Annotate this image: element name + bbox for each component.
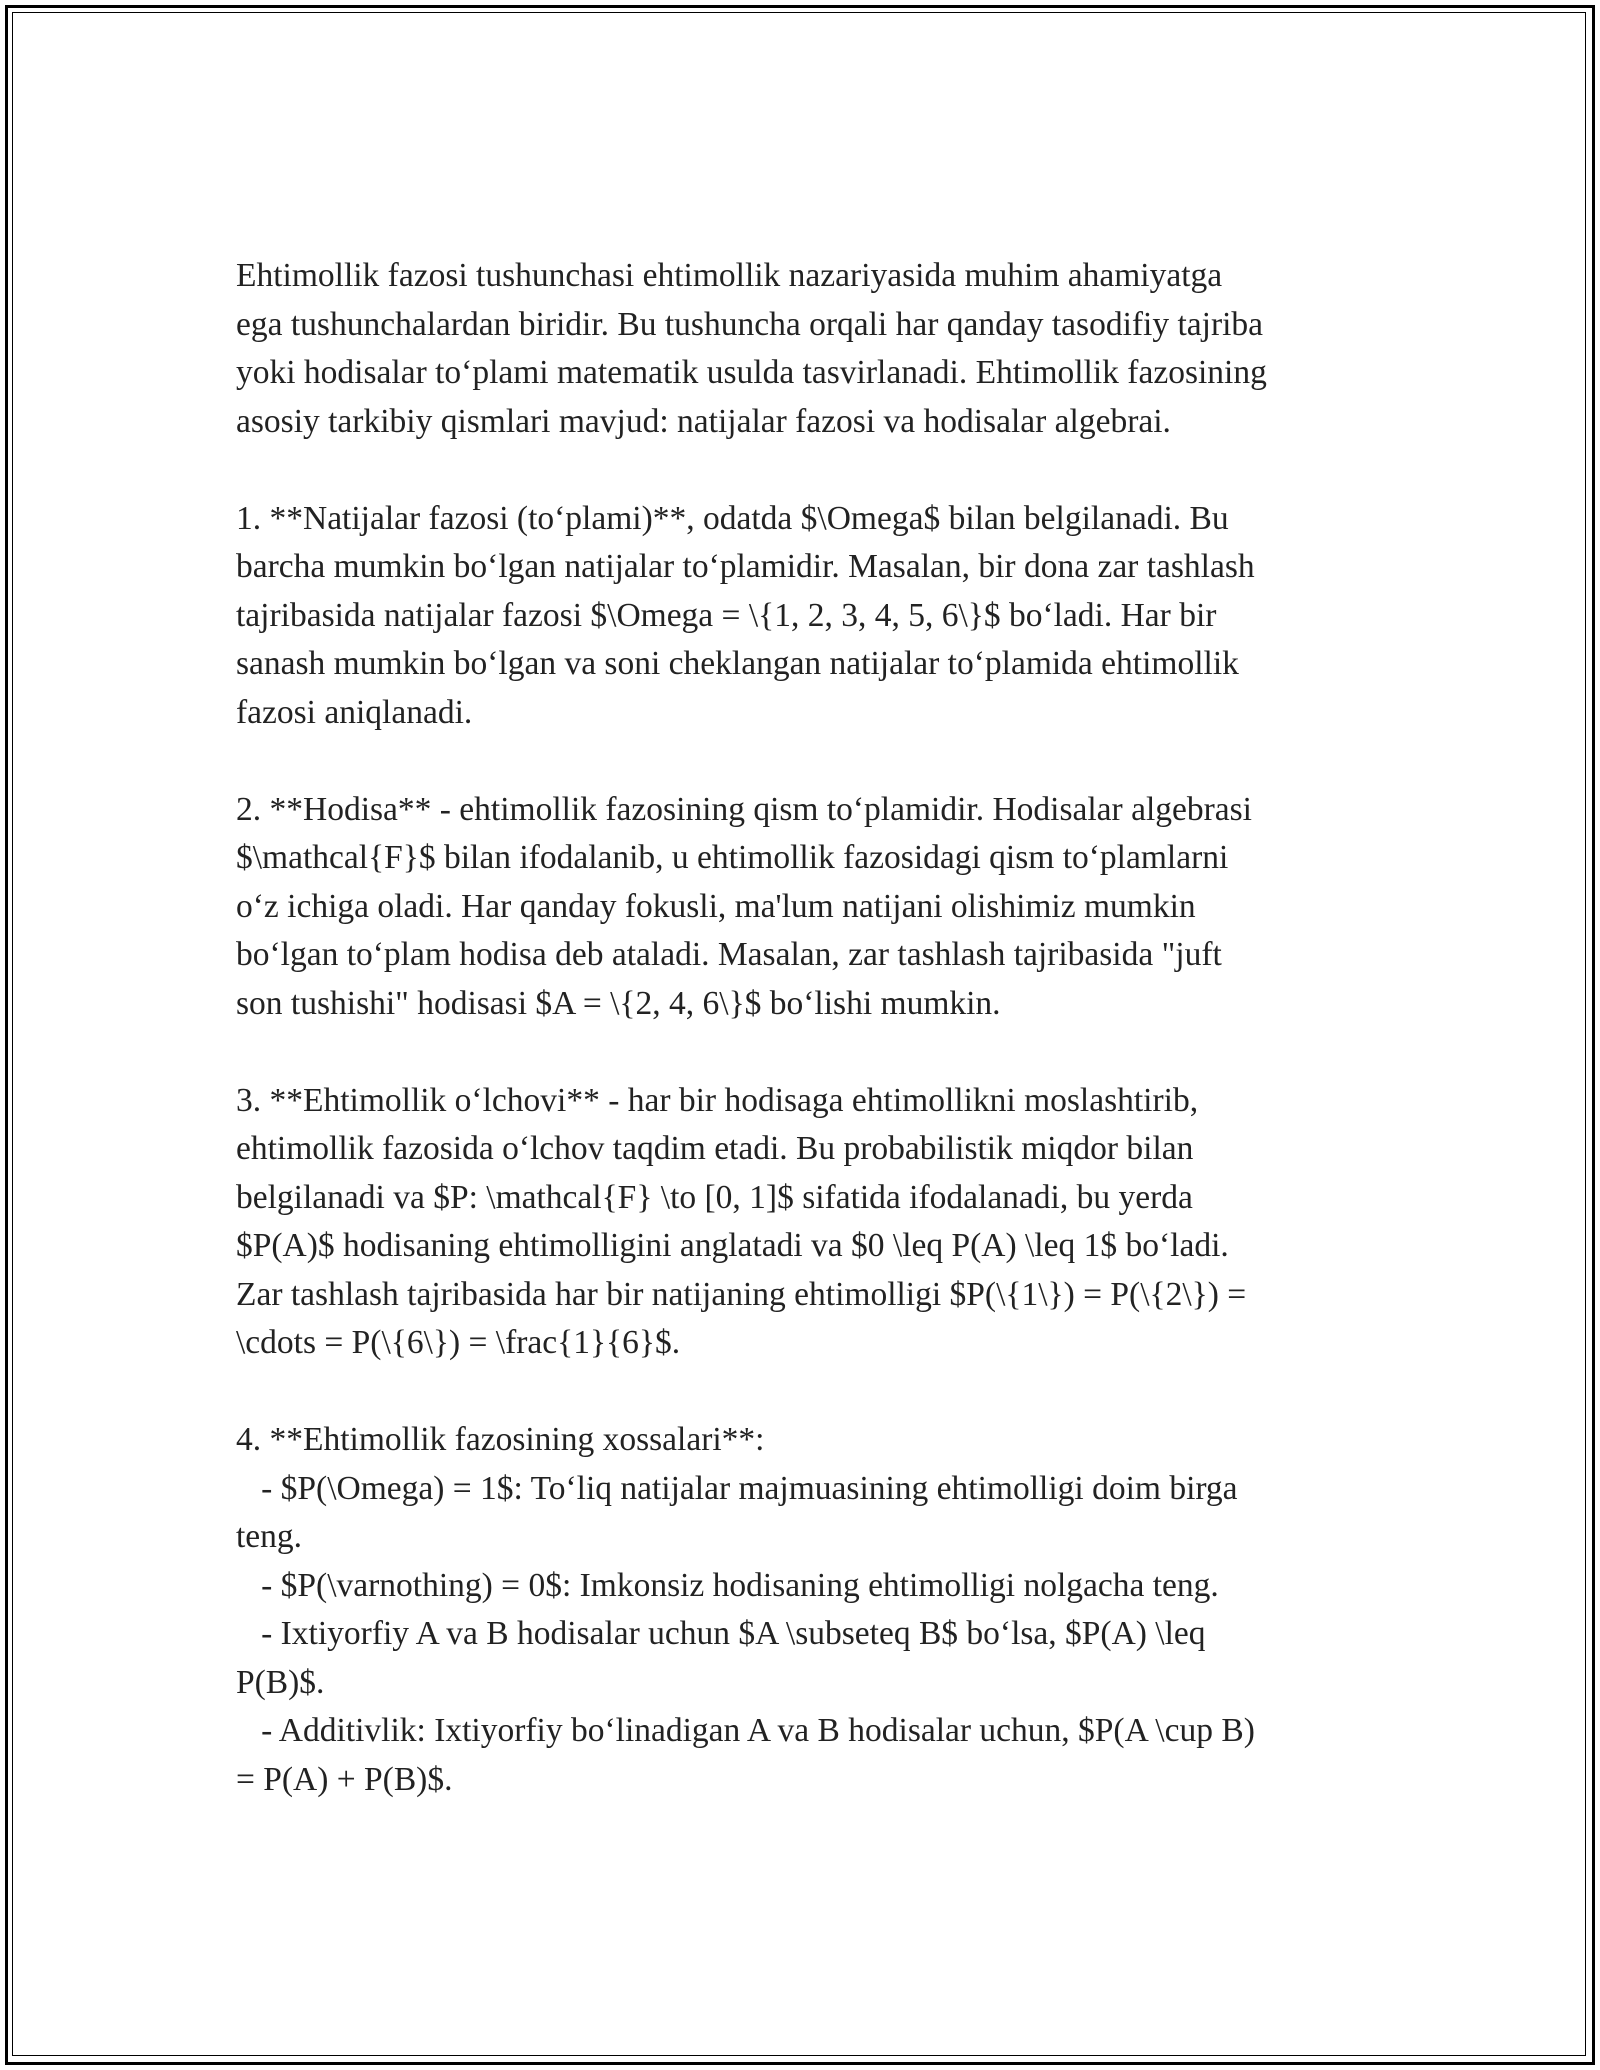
text-line: tajribasida natijalar fazosi $\Omega = \{1, 2, 3, 4, 5, 6\}$ bo‘ladi. Har bir — [236, 596, 1217, 634]
text-line: = P(A) + P(B)$. — [236, 1760, 453, 1798]
text-line: 4. **Ehtimollik fazosining xossalari**: — [236, 1421, 765, 1458]
document-body — [236, 252, 1376, 1804]
text-line: belgilanadi va $P: \mathcal{F} \to [0, 1]$ sifatida ifodalanadi, bu yerda — [236, 1178, 1193, 1216]
text-line: $\mathcal{F}$ bilan ifodalanib, u ehtimollik fazosidagi qism to‘plamlarni — [236, 839, 1229, 876]
text-line: \cdots = P(\{6\}) = \frac{1}{6}$. — [236, 1324, 681, 1361]
text-line: Ehtimollik fazosi tushunchasi ehtimollik nazariyasida muhim ahamiyatga — [236, 257, 1223, 294]
text-line: - $P(\varnothing) = 0$: Imkonsiz hodisaning ehtimolligi nolgacha teng. — [236, 1566, 1219, 1604]
text-line: bo‘lgan to‘plam hodisa deb ataladi. Masalan, zar tashlash tajribasida "juft — [236, 936, 1222, 973]
text-line: 2. **Hodisa** - ehtimollik fazosining qism to‘plamidir. Hodisalar algebrasi — [236, 790, 1252, 828]
section-properties — [236, 1416, 1376, 1804]
section-probability-measure — [236, 1077, 1376, 1368]
text-line: teng. — [236, 1518, 303, 1555]
text-line: o‘z ichiga oladi. Har qanday fokusli, ma'lum natijani olishimiz mumkin — [236, 887, 1196, 925]
text-line: $P(A)$ hodisaning ehtimolligini anglatadi va $0 \leq P(A) \leq 1$ bo‘ladi. — [236, 1227, 1229, 1264]
text-line: sanash mumkin bo‘lgan va soni cheklangan natijalar to‘plamida ehtimollik — [236, 645, 1239, 682]
text-line: ehtimollik fazosida o‘lchov taqdim etadi. Bu probabilistik miqdor bilan — [236, 1130, 1194, 1167]
text-line: son tushishi" hodisasi $A = \{2, 4, 6\}$ bo‘lishi mumkin. — [236, 984, 1001, 1022]
text-line: yoki hodisalar to‘plami matematik usulda tasvirlanadi. Ehtimollik fazosining — [236, 354, 1267, 391]
section-sample-space — [236, 495, 1376, 738]
text-line: 3. **Ehtimollik o‘lchovi** - har bir hodisaga ehtimollikni moslashtirib, — [236, 1081, 1199, 1119]
text-line: P(B)$. — [236, 1663, 325, 1701]
text-line: barcha mumkin bo‘lgan natijalar to‘plamidir. Masalan, bir dona zar tashlash — [236, 548, 1255, 585]
text-line: 1. **Natijalar fazosi (to‘plami)**, odatda $\Omega$ bilan belgilanadi. Bu — [236, 499, 1229, 537]
section-event — [236, 786, 1376, 1029]
text-line: fazosi aniqlanadi. — [236, 693, 473, 731]
text-line: - Additivlik: Ixtiyorfiy bo‘linadigan A va B hodisalar uchun, $P(A \cup B) — [236, 1712, 1255, 1749]
text-line: ega tushunchalardan biridir. Bu tushuncha orqali har qanday tasodifiy tajriba — [236, 305, 1264, 343]
text-line: Zar tashlash tajribasida har bir natijaning ehtimolligi $P(\{1\}) = P(\{2\}) = — [236, 1275, 1247, 1313]
text-line: - $P(\Omega) = 1$: To‘liq natijalar majmuasining ehtimolligi doim birga — [236, 1469, 1238, 1507]
intro-paragraph — [236, 252, 1376, 446]
text-line: - Ixtiyorfiy A va B hodisalar uchun $A \subseteq B$ bo‘lsa, $P(A) \leq — [236, 1615, 1206, 1652]
text-line: asosiy tarkibiy qismlari mavjud: natijalar fazosi va hodisalar algebrai. — [236, 402, 1171, 440]
